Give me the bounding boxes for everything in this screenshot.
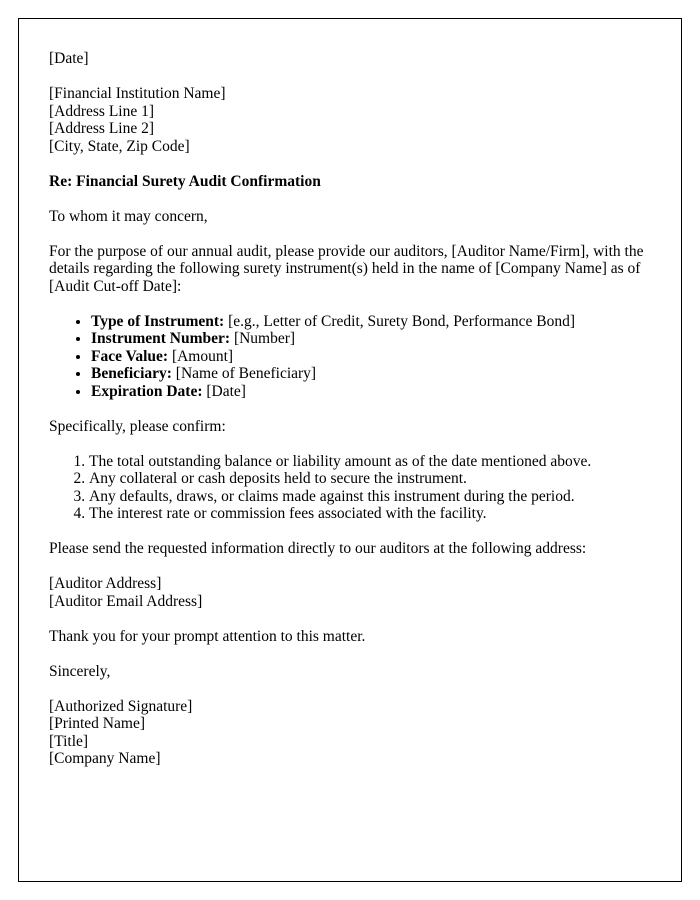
detail-value: [Amount] — [168, 347, 234, 365]
list-item: 2. Any collateral or cash deposits held to secure the instrument. — [89, 470, 653, 488]
detail-value: [Date] — [202, 382, 246, 400]
auditor-address-block — [49, 575, 653, 610]
signature-authorized: [Authorized Signature] — [49, 697, 193, 715]
send-info-paragraph: Please send the requested information directly to our auditors at the following address: — [49, 540, 587, 557]
thanks-line: Thank you for your prompt attention to this matter. — [49, 627, 366, 645]
confirmation-items-list — [49, 453, 653, 523]
list-item — [91, 383, 653, 401]
closing-line: Sincerely, — [49, 662, 111, 680]
list-item — [91, 348, 653, 366]
intro-paragraph: For the purpose of our annual audit, please provide our auditors, [Auditor Name/Firm], with the details regarding the following surety instrument(s) held in the name of [Company Name] as of [Audit Cut-off Date]: — [49, 242, 644, 295]
date-line: [Date] — [49, 50, 89, 67]
list-item: 1. The total outstanding balance or liability amount as of the date mentioned above. — [89, 453, 653, 471]
list-item: 3. Any defaults, draws, or claims made against this instrument during the period. — [89, 488, 653, 506]
detail-label: Beneficiary: — [91, 365, 172, 382]
signature-printed-name: [Printed Name] — [49, 715, 145, 732]
signature-company: [Company Name] — [49, 750, 161, 767]
salutation: To whom it may concern, — [49, 207, 208, 225]
auditor-email: [Auditor Email Address] — [49, 592, 203, 610]
detail-value: [Number] — [230, 330, 296, 347]
auditor-address: [Auditor Address] — [49, 575, 162, 592]
list-item — [91, 313, 653, 331]
list-item — [91, 330, 653, 348]
recipient-address-line1: [Address Line 1] — [49, 102, 155, 120]
signature-block — [49, 698, 653, 768]
recipient-block — [49, 85, 653, 155]
detail-label: Face Value: — [91, 347, 169, 365]
recipient-name: [Financial Institution Name] — [49, 85, 226, 102]
detail-value: [Name of Beneficiary] — [171, 365, 317, 382]
list-item: 4. The interest rate or commission fees associated with the facility. — [89, 505, 653, 523]
signature-title: [Title] — [49, 732, 89, 750]
recipient-city-state-zip: [City, State, Zip Code] — [49, 137, 190, 155]
confirm-intro: Specifically, please confirm: — [49, 417, 226, 435]
letter-page — [18, 18, 682, 882]
list-item — [91, 365, 653, 383]
detail-value: [e.g., Letter of Credit, Surety Bond, Performance Bond] — [224, 312, 575, 330]
subject-line: Re: Financial Surety Audit Confirmation — [49, 172, 321, 190]
detail-label: Instrument Number: — [91, 330, 231, 347]
detail-label: Type of Instrument: — [91, 312, 225, 330]
instrument-details-list — [49, 313, 653, 401]
detail-label: Expiration Date: — [91, 382, 203, 400]
recipient-address-line2: [Address Line 2] — [49, 120, 155, 137]
